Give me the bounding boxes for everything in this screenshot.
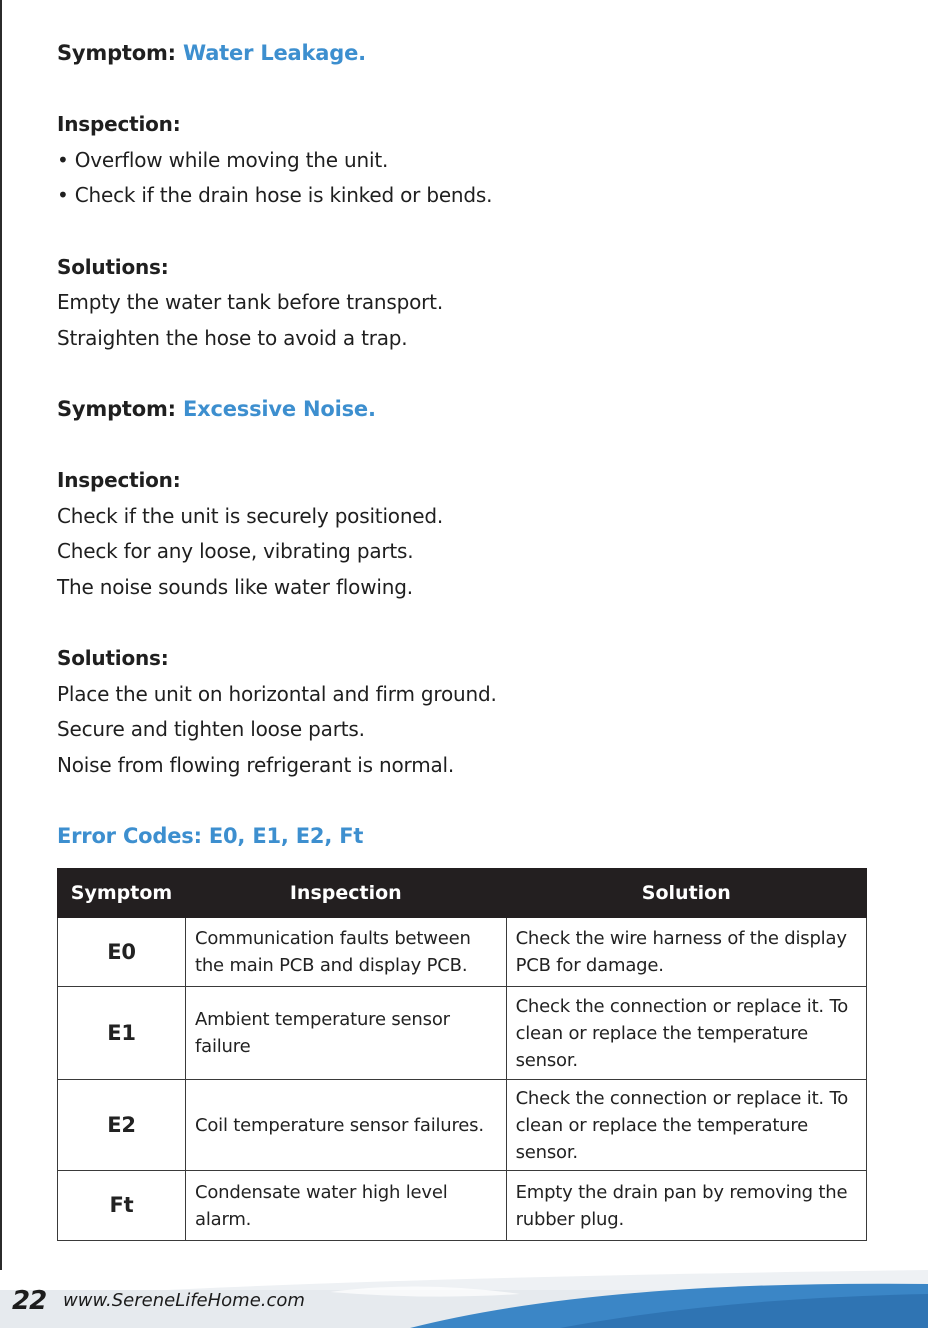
- solution-cell: Check the connection or replace it. To clean or replace the temperature sensor.: [506, 1080, 866, 1171]
- inspection-item: • Check if the drain hose is kinked or bends.: [57, 183, 493, 208]
- solution-item: Straighten the hose to avoid a trap.: [57, 325, 408, 350]
- symptom-title: Water Leakage.: [183, 41, 366, 65]
- solution-cell: Empty the drain pan by removing the rubber plug.: [506, 1171, 866, 1241]
- solution-cell: Check the wire harness of the display PCB for damage.: [506, 918, 866, 987]
- inspection-item: • Overflow while moving the unit.: [57, 147, 389, 172]
- column-header-solution: Solution: [506, 869, 866, 918]
- symptom-label: Symptom:: [57, 41, 176, 65]
- solution-item: Secure and tighten loose parts.: [57, 717, 365, 742]
- column-header-symptom: Symptom: [58, 869, 186, 918]
- solution-item: Empty the water tank before transport.: [57, 290, 443, 315]
- inspection-label: Inspection:: [57, 468, 181, 493]
- error-codes-table: [57, 868, 867, 1241]
- inspection-cell: Coil temperature sensor failures.: [185, 1080, 506, 1171]
- error-code-cell: E1: [58, 987, 186, 1080]
- error-code-cell: E2: [58, 1080, 186, 1171]
- error-codes-title: Error Codes: E0, E1, E2, Ft: [57, 824, 364, 849]
- symptom-title: Excessive Noise.: [183, 396, 376, 421]
- website-url: www.SereneLifeHome.com: [63, 1290, 305, 1311]
- table-row: [58, 1171, 867, 1241]
- inspection-item: Check for any loose, vibrating parts.: [57, 539, 414, 564]
- error-code-cell: Ft: [58, 1171, 186, 1241]
- table-row: [58, 918, 867, 987]
- inspection-cell: Ambient temperature sensor failure: [185, 987, 506, 1080]
- inspection-label: Inspection:: [57, 112, 181, 137]
- solutions-label: Solutions:: [57, 646, 169, 671]
- table-header-row: [58, 869, 867, 918]
- symptom-heading-excessive-noise: [57, 392, 877, 428]
- table-row: [58, 987, 867, 1080]
- page-left-rule: [0, 0, 2, 1328]
- solution-cell: Check the connection or replace it. To clean or replace the temperature sensor.: [506, 987, 866, 1080]
- error-code-cell: E0: [58, 918, 186, 987]
- solution-item: Noise from flowing refrigerant is normal.: [57, 752, 455, 777]
- solutions-label: Solutions:: [57, 254, 169, 279]
- troubleshooting-content: [57, 36, 877, 855]
- inspection-cell: Condensate water high level alarm.: [185, 1171, 506, 1241]
- page-footer: [0, 1270, 928, 1328]
- solution-item: Place the unit on horizontal and firm ground.: [57, 681, 497, 706]
- table-row: [58, 1080, 867, 1171]
- symptom-heading-water-leakage: [57, 36, 877, 72]
- page-number: 22: [12, 1286, 47, 1316]
- inspection-item: The noise sounds like water flowing.: [57, 574, 413, 599]
- inspection-item: Check if the unit is securely positioned.: [57, 503, 444, 528]
- inspection-cell: Communication faults between the main PCB and display PCB.: [185, 918, 506, 987]
- symptom-label: Symptom:: [57, 396, 176, 421]
- column-header-inspection: Inspection: [185, 869, 506, 918]
